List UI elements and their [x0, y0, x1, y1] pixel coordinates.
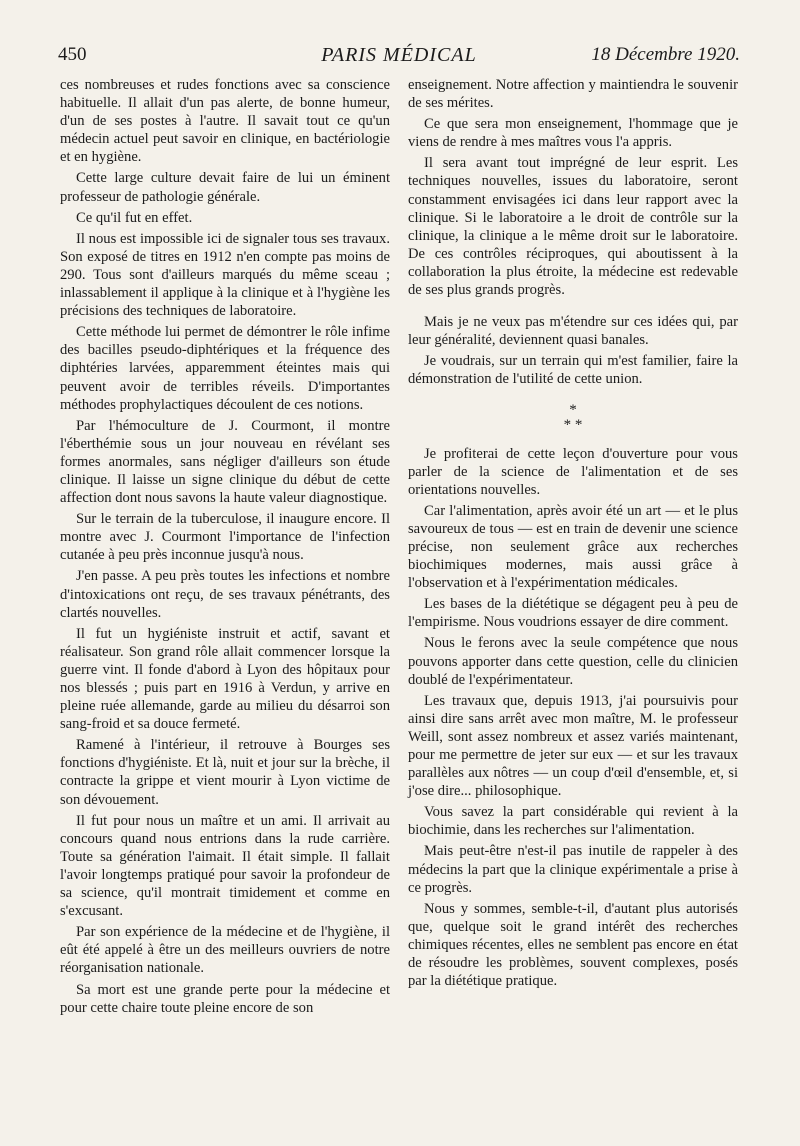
paragraph: Car l'alimentation, après avoir été un art — et le plus savoureux de tous — est en train de devenir une science précise, non seulement grâce aux recherches biochimiques modernes, mais aussi grâce à l'observation et à l'expérimentation médicales.: [408, 502, 738, 592]
separator-star-top: *: [569, 401, 577, 418]
page-header: [58, 44, 740, 74]
paragraph: Nous le ferons avec la seule compétence que nous pouvons apporter dans cette question, celle du clinicien doublé de l'expérimentateur.: [408, 635, 738, 688]
right-column: [408, 76, 738, 993]
paragraph: Vous savez la part considérable qui revient à la biochimie, dans les recherches sur l'alimentation.: [408, 804, 738, 839]
paragraph: Il fut un hygiéniste instruit et actif, savant et réalisateur. Son grand rôle allait commencer lorsque la guerre vint. Il fonde d'abord à Lyon des hôpitaux pour nos blessés ; puis part en 1916 à Verdun, y arrive en pleine ruée allemande, garde au milieu du désarroi son sang-froid et sa douce fermeté.: [60, 625, 390, 733]
paragraph: Sa mort est une grande perte pour la médecine et pour cette chaire toute pleine encore de son: [60, 981, 390, 1016]
left-column: [60, 76, 390, 1020]
paragraph: Ce qu'il fut en effet.: [76, 209, 193, 226]
separator-stars-bottom: * *: [563, 416, 583, 433]
paragraph: Ce que sera mon enseignement, l'hommage que je viens de rendre à mes maîtres vous l'a appris.: [408, 116, 738, 151]
paragraph: Je voudrais, sur un terrain qui m'est familier, faire la démonstration de l'utilité de cette union.: [408, 353, 738, 388]
paragraph: Cette méthode lui permet de démontrer le rôle infime des bacilles pseudo-diphtériques et la fréquence des diphtéries larvées, apparemment éteintes mais qui peuvent avoir de terribles réveils. D'importantes méthodes prophylactiques découlent de ces notions.: [60, 324, 390, 413]
paragraph: Il sera avant tout imprégné de leur esprit. Les techniques nouvelles, issues du laboratoire, seront constamment envisagées ici dans leur rapport avec la clinique. Si le laboratoire a le droit de contrôle sur la clinique, la clinique a le même droit sur le laboratoire. De ces contrôles réciproques, qui aboutissent à la collaboration la plus étroite, la médecine est redevable de ses plus grands progrès.: [408, 155, 738, 299]
paragraph: Je profiterai de cette leçon d'ouverture pour vous parler de la science de l'alimentation et de ses orientations nouvelles.: [408, 445, 738, 498]
paragraph: Sur le terrain de la tuberculose, il inaugure encore. Il montre avec J. Courmont l'importance de l'infection cutanée à peu près inconnue jusqu'à nous.: [60, 511, 390, 564]
paragraph: Il nous est impossible ici de signaler tous ses travaux. Son exposé de titres en 1912 n'en compte pas moins de 290. Tous sont d'ailleurs marqués du même sceau ; inlassablement il applique à la clinique et à l'hygiène les précisions des techniques de laboratoire.: [60, 230, 390, 320]
paragraph: Par son expérience de la médecine et de l'hygiène, il eût été appelé à être un des meilleurs ouvriers de notre réorganisation nationale.: [60, 924, 390, 977]
paragraph: Les travaux que, depuis 1913, j'ai poursuivis pour ainsi dire sans arrêt avec mon maître, M. le professeur Weill, sont assez nombreux et assez variés maintenant, pour me permettre de jeter sur eux — et sur les travaux parallèles aux nôtres — un coup d'œil d'ensemble, et, si j'ose dire... philosophique.: [408, 692, 738, 800]
page-number: 450: [58, 44, 87, 65]
journal-title: PARIS MÉDICAL: [321, 44, 477, 66]
paragraph: Les bases de la diététique se dégagent peu à peu de l'empirisme. Nous voudrions essayer de dire comment.: [408, 596, 738, 631]
paragraph: Ramené à l'intérieur, il retrouve à Bourges ses fonctions d'hygiéniste. Et là, nuit et jour sur la brèche, il contracte la grippe et vient mourir à Lyon victime de son dévouement.: [60, 737, 390, 808]
paragraph: Il fut pour nous un maître et un ami. Il arrivait au concours quand nous entrions dans la rude carrière. Toute sa génération l'aimait. Il était simple. Il fallait l'avoir longtemps pratiqué pour savoir la profondeur de sa science, qu'il montrait timidement et comme en s'excusant.: [60, 812, 390, 920]
section-separator: [408, 403, 738, 433]
paragraph: Cette large culture devait faire de lui un éminent professeur de pathologie générale.: [60, 170, 390, 205]
issue-date: 18 Décembre 1920.: [591, 44, 740, 65]
paragraph: enseignement. Notre affection y maintiendra le souvenir de ses mérites.: [408, 77, 738, 112]
paragraph: Mais peut-être n'est-il pas inutile de rappeler à des médecins la part que la clinique expérimentale a prise à ce progrès.: [408, 843, 738, 896]
paragraph: Nous y sommes, semble-t-il, d'autant plus autorisés que, quelque soit le grand intérêt des recherches chimiques récentes, elles ne semblent pas encore en état de résoudre les problèmes, souvent complexes, posés par la diététique pratique.: [408, 900, 738, 990]
paragraph: Mais je ne veux pas m'étendre sur ces idées qui, par leur généralité, deviennent quasi banales.: [408, 314, 738, 349]
paragraph: Par l'hémoculture de J. Courmont, il montre l'éberthémie sous un jour nouveau en révélant ses formes anormales, sans négliger d'ailleurs son étude clinique. Il laisse un signe clinique du début de cette affection dont nous savons la haute valeur diagnostique.: [60, 417, 390, 507]
paragraph: ces nombreuses et rudes fonctions avec sa conscience habituelle. Il allait d'un pas alerte, de bonne humeur, d'un de ses postes à l'autre. Il savait tout ce qu'un médecin actuel peut savoir en clinique, en bactériologie et en hygiène.: [60, 77, 390, 166]
paragraph: J'en passe. A peu près toutes les infections et nombre d'intoxications ont reçu, de ses travaux pénétrants, des clartés nouvelles.: [60, 568, 390, 621]
